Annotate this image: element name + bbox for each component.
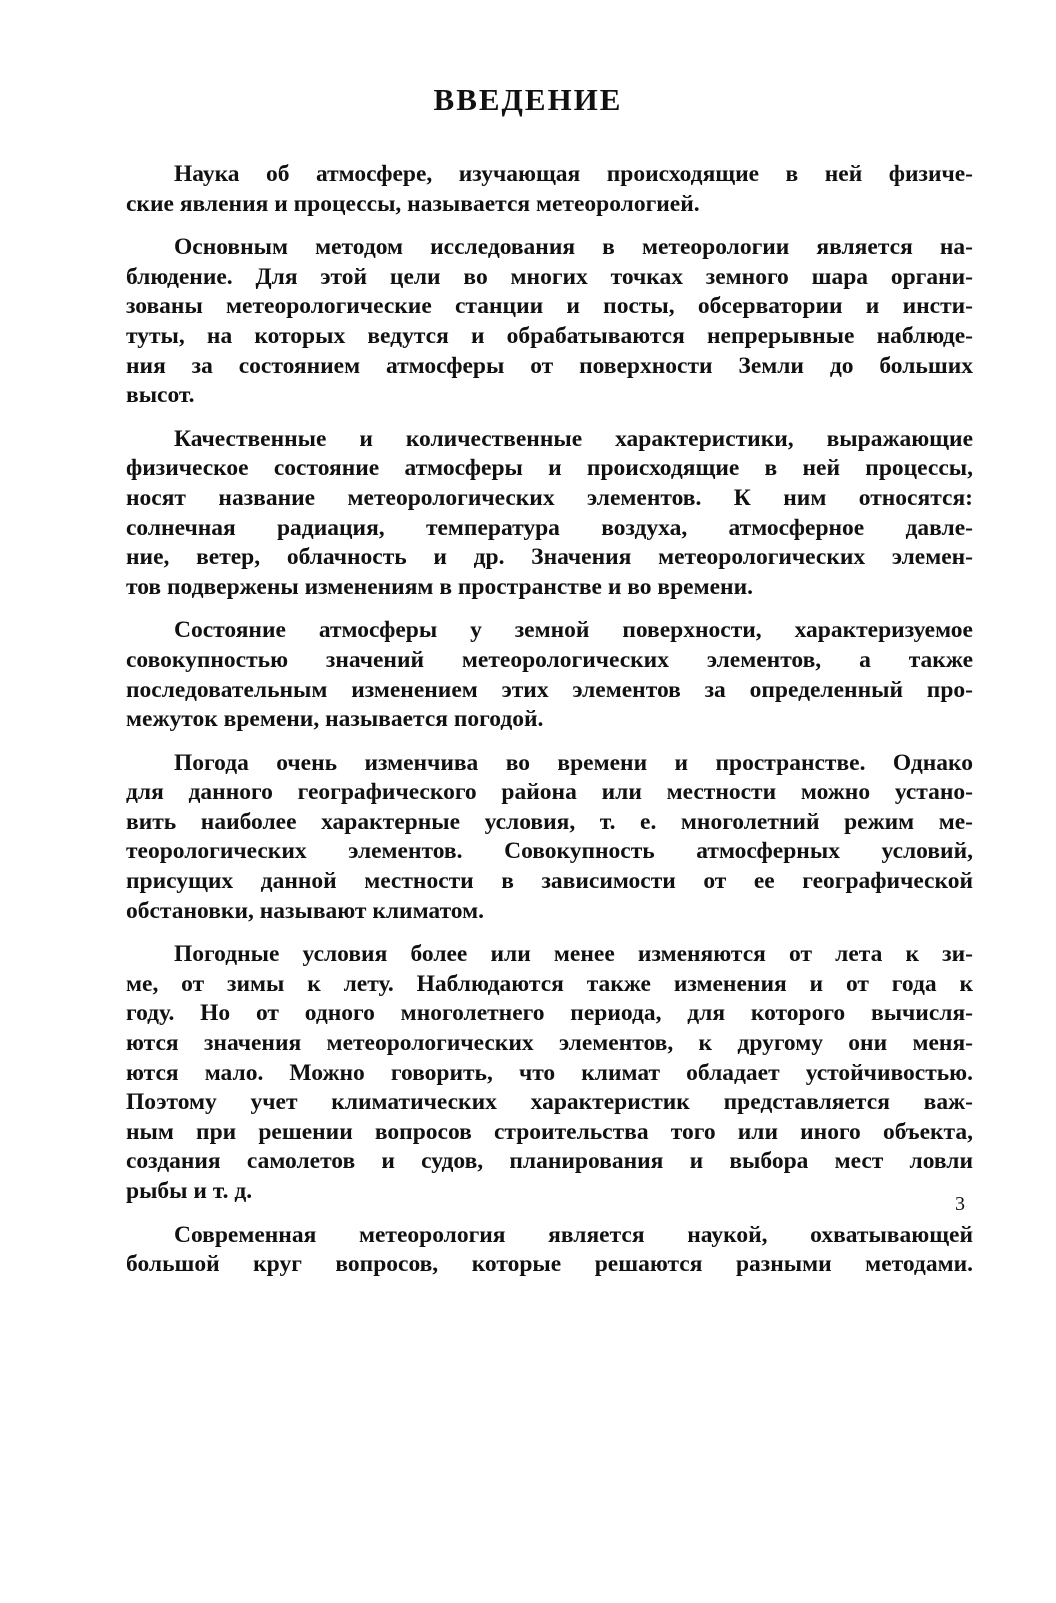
text-line: солнечная радиация, температура воздуха, атмосферное давле-: [126, 514, 973, 541]
text-line: тов подвержены изменениям в пространстве и во времени.: [126, 573, 753, 600]
text-line: обстановки, называют климатом.: [126, 897, 484, 924]
text-line: ным при решении вопросов строительства того или иного объекта,: [126, 1118, 973, 1145]
text-line: последовательным изменением этих элементов за определенный про-: [126, 676, 973, 703]
text-line: Основным методом исследования в метеорологии является на-: [174, 234, 973, 261]
text-line: теорологических элементов. Совокупность атмосферных условий,: [126, 838, 973, 865]
text-line: ские явления и процессы, называется метеорологией.: [126, 190, 700, 217]
text-line: Состояние атмосферы у земной поверхности, характеризуемое: [174, 617, 973, 644]
page-number: 3: [955, 1193, 965, 1215]
text-line: ются значения метеорологических элементов, к другому они меня-: [126, 1030, 973, 1057]
paragraph-5: [78, 749, 973, 927]
text-line: блюдение. Для этой цели во многих точках земного шара органи-: [126, 263, 973, 290]
text-line: ме, от зимы к лету. Наблюдаются также изменения и от года к: [126, 970, 973, 997]
paragraph-7: [78, 1221, 973, 1280]
text-line: вить наиболее характерные условия, т. е. многолетний режим ме-: [126, 808, 973, 835]
page-title: ВВЕДЕНИЕ: [433, 82, 623, 117]
text-line: для данного географического района или местности можно устано-: [126, 779, 973, 806]
text-line: году. Но от одного многолетнего периода, для которого вычисля-: [126, 1000, 973, 1027]
text-line: ния за состоянием атмосферы от поверхности Земли до больших: [126, 352, 973, 379]
paragraph-2: [78, 233, 973, 411]
text-line: ние, ветер, облачность и др. Значения метеорологических элемен-: [126, 544, 973, 571]
text-line: высот.: [126, 382, 195, 409]
text-line: создания самолетов и судов, планирования и выбора мест ловли: [126, 1148, 973, 1175]
text-line: присущих данной местности в зависимости от ее географической: [126, 868, 973, 895]
text-line: Качественные и количественные характеристики, выражающие: [174, 425, 973, 452]
text-line: носят название метеорологических элементов. К ним относятся:: [126, 484, 973, 511]
paragraph-1: [78, 160, 973, 219]
text-line: Погодные условия более или менее изменяются от лета к зи-: [174, 941, 973, 968]
text-line: Наука об атмосфере, изучающая происходящие в ней физиче-: [174, 161, 973, 187]
paragraph-4: [78, 616, 973, 734]
body-text: [78, 160, 973, 1294]
text-line: межуток времени, называется погодой.: [126, 706, 544, 733]
text-line: совокупностью значений метеорологических элементов, а также: [126, 646, 973, 673]
paragraph-6: [78, 940, 973, 1206]
text-line: Погода очень изменчива во времени и пространстве. Однако: [174, 749, 973, 776]
paragraph-3: [78, 425, 973, 603]
text-line: большой круг вопросов, которые решаются разными методами.: [126, 1251, 973, 1278]
text-line: ются мало. Можно говорить, что климат обладает устойчивостью.: [126, 1059, 973, 1086]
text-line: зованы метеорологические станции и посты, обсерватории и инсти-: [126, 293, 973, 320]
text-line: туты, на которых ведутся и обрабатываются непрерывные наблюде-: [126, 322, 973, 349]
text-line: физическое состояние атмосферы и происходящие в ней процессы,: [126, 455, 973, 482]
text-line: Современная метеорология является наукой, охватывающей: [174, 1221, 973, 1248]
text-line: Поэтому учет климатических характеристик представляется важ-: [126, 1089, 973, 1116]
text-line: рыбы и т. д.: [126, 1178, 253, 1204]
